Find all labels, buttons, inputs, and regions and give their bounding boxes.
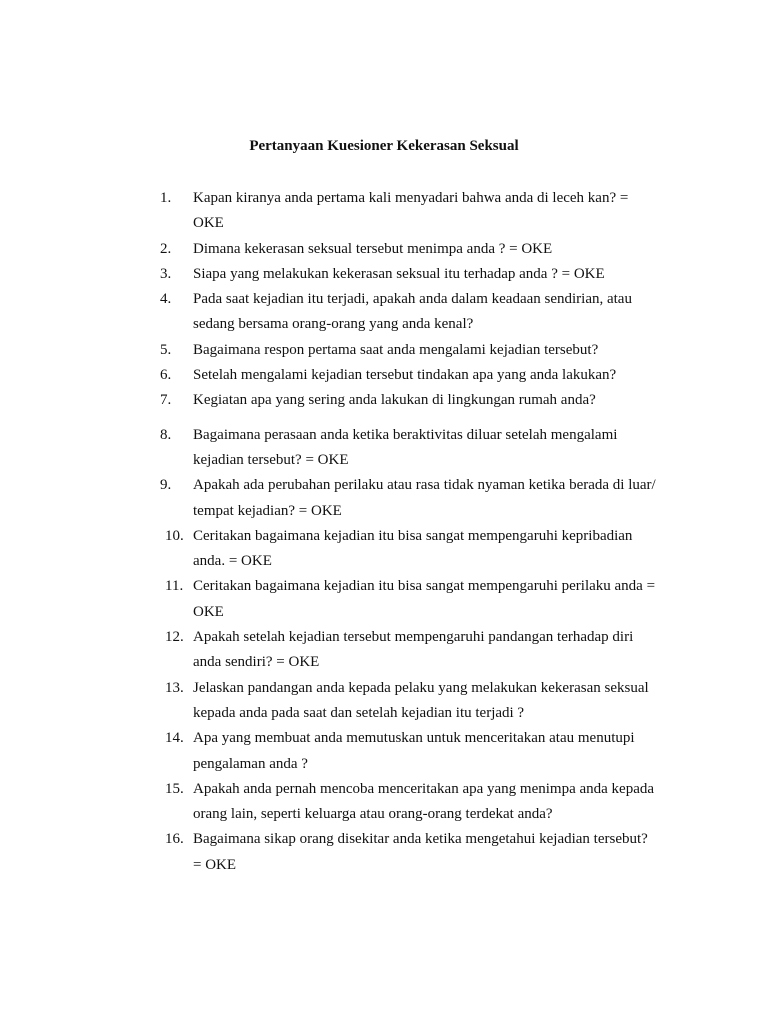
question-item [150, 423, 660, 474]
question-item [150, 338, 660, 363]
question-text: Dimana kekerasan seksual tersebut menimpa anda ? = OKE [193, 240, 553, 257]
question-text: Bagaimana perasaan anda ketika beraktivitas diluar setelah mengalami kejadian tersebut? = OKE [193, 426, 618, 468]
question-item [150, 827, 660, 878]
question-number: 14. [165, 730, 184, 747]
question-number: 1. [160, 190, 172, 206]
question-text: Bagaimana sikap orang disekitar anda ketika mengetahui kejadian tersebut? = OKE [193, 831, 648, 873]
question-number: 7. [160, 392, 172, 409]
question-number: 11. [165, 578, 184, 595]
question-number: 13. [165, 679, 184, 696]
question-number: 12. [165, 629, 184, 646]
question-item [150, 625, 660, 676]
question-text: Apakah ada perubahan perilaku atau rasa tidak nyaman ketika berada di luar/ tempat kejadian? = OKE [193, 477, 656, 519]
question-text: Apa yang membuat anda memutuskan untuk menceritakan atau menutupi pengalaman anda ? [193, 730, 635, 772]
question-number: 4. [160, 291, 172, 308]
question-text: Setelah mengalami kejadian tersebut tindakan apa yang anda lakukan? [193, 367, 617, 384]
question-item [150, 726, 660, 777]
question-text: Ceritakan bagaimana kejadian itu bisa sangat mempengaruhi perilaku anda = OKE [193, 578, 656, 620]
question-item [150, 574, 660, 625]
question-item [150, 287, 660, 338]
question-number: 6. [160, 367, 172, 384]
question-number: 10. [165, 527, 184, 544]
question-text: Kegiatan apa yang sering anda lakukan di lingkungan rumah anda? [193, 392, 596, 409]
question-text: Kapan kiranya anda pertama kali menyadari bahwa anda di leceh kan? = OKE [193, 190, 629, 232]
question-item [150, 777, 660, 828]
question-text: Bagaimana respon pertama saat anda mengalami kejadian tersebut? [193, 341, 599, 358]
question-item [150, 676, 660, 727]
question-item [150, 262, 660, 287]
question-text: Ceritakan bagaimana kejadian itu bisa sangat mempengaruhi kepribadian anda. = OKE [193, 527, 633, 570]
question-number: 3. [160, 265, 172, 282]
question-text: Apakah anda pernah mencoba menceritakan apa yang menimpa anda kepada orang lain, seperti keluarga atau orang-orang terdekat anda? [193, 780, 655, 823]
question-number: 16. [165, 831, 184, 848]
question-text: Jelaskan pandangan anda kepada pelaku yang melakukan kekerasan seksual kepada anda pada saat dan setelah kejadian itu terjadi ? [193, 679, 649, 721]
document-title: Pertanyaan Kuesioner Kekerasan Seksual [249, 138, 519, 154]
question-item [150, 524, 660, 575]
question-text: Apakah setelah kejadian tersebut mempengaruhi pandangan terhadap diri anda sendiri? = OKE [193, 629, 634, 671]
question-number: 15. [165, 780, 184, 797]
question-text: Pada saat kejadian itu terjadi, apakah anda dalam keadaan sendirian, atau sedang bersama orang-orang yang anda kenal? [193, 291, 632, 333]
question-number: 2. [160, 240, 172, 257]
question-item [150, 186, 660, 237]
question-item [150, 363, 660, 388]
question-number: 5. [160, 341, 172, 358]
question-item [150, 473, 660, 524]
question-text: Siapa yang melakukan kekerasan seksual itu terhadap anda ? = OKE [193, 265, 605, 282]
question-list [150, 186, 660, 878]
question-number: 8. [160, 426, 172, 443]
question-item [150, 388, 660, 413]
question-number: 9. [160, 477, 172, 494]
question-item [150, 237, 660, 262]
